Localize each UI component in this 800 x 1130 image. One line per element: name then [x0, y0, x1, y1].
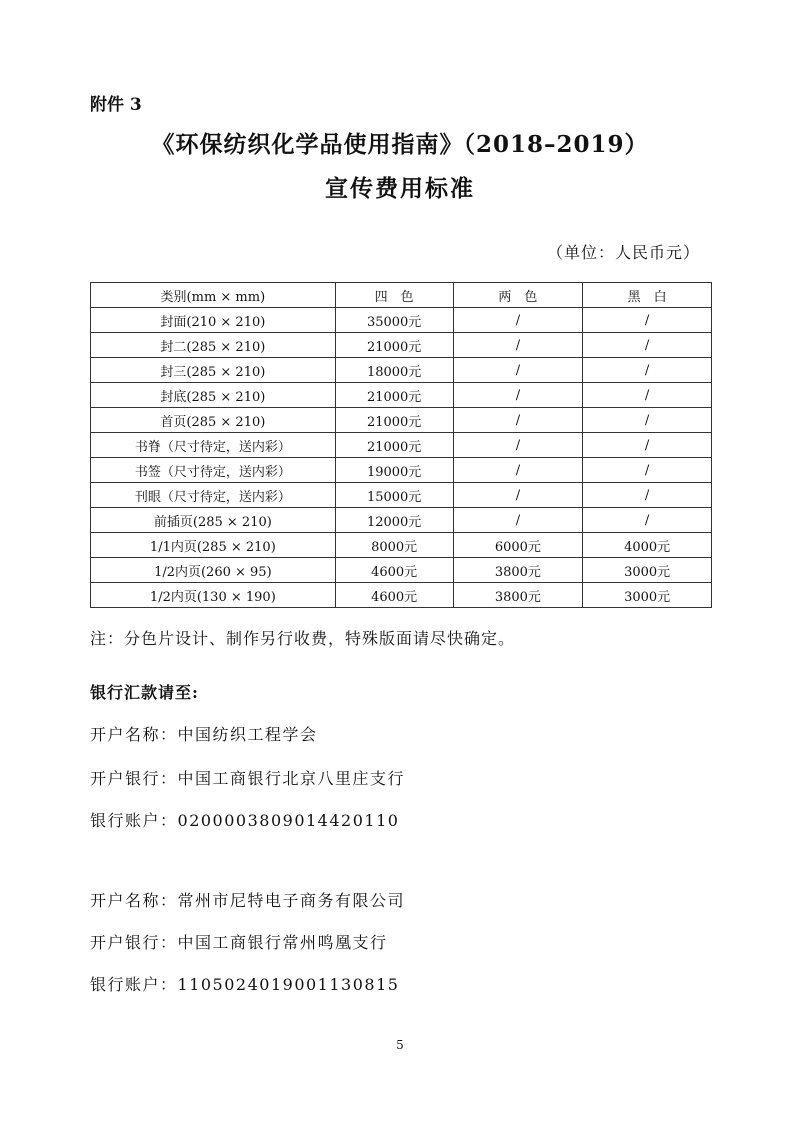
- account-2-bank-line: [90, 930, 388, 953]
- table-cell: 4600元: [335, 583, 453, 608]
- table-cell: /: [583, 508, 712, 533]
- table-cell: 书签（尺寸待定，送内彩）: [91, 458, 336, 483]
- table-cell: 封二(285 × 210): [91, 333, 336, 358]
- table-cell: /: [583, 483, 712, 508]
- document-subtitle: 宣传费用标准: [325, 175, 475, 202]
- table-cell: 3800元: [453, 583, 583, 608]
- table-row: [91, 433, 712, 458]
- table-cell: 4600元: [335, 558, 453, 583]
- table-cell: /: [583, 458, 712, 483]
- table-cell: 15000元: [335, 483, 453, 508]
- account-2-number-line: [90, 972, 399, 995]
- fee-table: [90, 282, 712, 608]
- account-number-value: 0200003809014420110: [177, 811, 400, 830]
- account-name-value: 中国纺织工程学会: [177, 725, 318, 744]
- table-cell: 21000元: [335, 408, 453, 433]
- table-cell: 刊眼（尺寸待定，送内彩）: [91, 483, 336, 508]
- table-row: [91, 583, 712, 608]
- table-cell: 4000元: [583, 533, 712, 558]
- column-header-category: 类别(mm × mm): [91, 283, 336, 308]
- table-cell: /: [453, 508, 583, 533]
- account-bank-value: 中国工商银行北京八里庄支行: [177, 769, 406, 788]
- table-cell: 封面(210 × 210): [91, 308, 336, 333]
- table-cell: 3000元: [583, 558, 712, 583]
- page-number: 5: [396, 1038, 404, 1052]
- table-row: [91, 533, 712, 558]
- table-cell: /: [453, 333, 583, 358]
- table-cell: 21000元: [335, 333, 453, 358]
- currency-unit: （单位：人民币元）: [546, 243, 700, 262]
- table-cell: /: [453, 383, 583, 408]
- table-row: [91, 408, 712, 433]
- table-cell: /: [583, 408, 712, 433]
- table-cell: 21000元: [335, 433, 453, 458]
- account-name-value: 常州市尼特电子商务有限公司: [177, 891, 406, 910]
- table-cell: 35000元: [335, 308, 453, 333]
- table-cell: /: [583, 358, 712, 383]
- table-row: [91, 308, 712, 333]
- table-row: [91, 483, 712, 508]
- table-row: [91, 558, 712, 583]
- table-row: [91, 508, 712, 533]
- table-cell: /: [453, 458, 583, 483]
- table-cell: 封三(285 × 210): [91, 358, 336, 383]
- table-cell: /: [453, 483, 583, 508]
- table-row: [91, 358, 712, 383]
- table-cell: 书脊（尺寸待定，送内彩）: [91, 433, 336, 458]
- table-cell: /: [583, 433, 712, 458]
- table-cell: 封底(285 × 210): [91, 383, 336, 408]
- table-cell: 21000元: [335, 383, 453, 408]
- account-1-name-line: [90, 722, 318, 745]
- table-cell: 12000元: [335, 508, 453, 533]
- table-cell: /: [453, 433, 583, 458]
- table-cell: 首页(285 × 210): [91, 408, 336, 433]
- table-row: [91, 458, 712, 483]
- footnote: 注：分色片设计、制作另行收费，特殊版面请尽快确定。: [90, 629, 516, 648]
- account-number-value: 1105024019001130815: [177, 975, 400, 994]
- table-cell: 8000元: [335, 533, 453, 558]
- account-1-number-line: [90, 808, 399, 831]
- account-bank-value: 中国工商银行常州鸣凰支行: [177, 933, 388, 952]
- table-cell: /: [583, 383, 712, 408]
- table-header-row: [91, 283, 712, 308]
- table-row: [91, 383, 712, 408]
- table-cell: /: [453, 358, 583, 383]
- attachment-label: 附件 3: [90, 95, 142, 115]
- account-2-name-line: [90, 888, 405, 911]
- table-cell: 前插页(285 × 210): [91, 508, 336, 533]
- bank-transfer-heading: 银行汇款请至:: [90, 683, 199, 702]
- table-cell: 3800元: [453, 558, 583, 583]
- document-title: 《环保纺织化学品使用指南》（2018–2019）: [151, 131, 649, 158]
- account-number-label: 银行账户：: [90, 811, 178, 830]
- table-cell: 1/1内页(285 × 210): [91, 533, 336, 558]
- account-name-label: 开户名称：: [90, 891, 178, 910]
- table-cell: /: [583, 308, 712, 333]
- table-cell: /: [453, 408, 583, 433]
- table-cell: 1/2内页(130 × 190): [91, 583, 336, 608]
- account-1-bank-line: [90, 766, 405, 789]
- column-header-four-color: 四 色: [335, 283, 453, 308]
- account-name-label: 开户名称：: [90, 725, 178, 744]
- table-cell: 3000元: [583, 583, 712, 608]
- table-cell: 1/2内页(260 × 95): [91, 558, 336, 583]
- table-cell: /: [583, 333, 712, 358]
- table-cell: 19000元: [335, 458, 453, 483]
- table-cell: 6000元: [453, 533, 583, 558]
- table-cell: /: [453, 308, 583, 333]
- table-cell: 18000元: [335, 358, 453, 383]
- column-header-black-white: 黑 白: [583, 283, 712, 308]
- column-header-two-color: 两 色: [453, 283, 583, 308]
- account-bank-label: 开户银行：: [90, 769, 178, 788]
- account-number-label: 银行账户：: [90, 975, 178, 994]
- table-row: [91, 333, 712, 358]
- account-bank-label: 开户银行：: [90, 933, 178, 952]
